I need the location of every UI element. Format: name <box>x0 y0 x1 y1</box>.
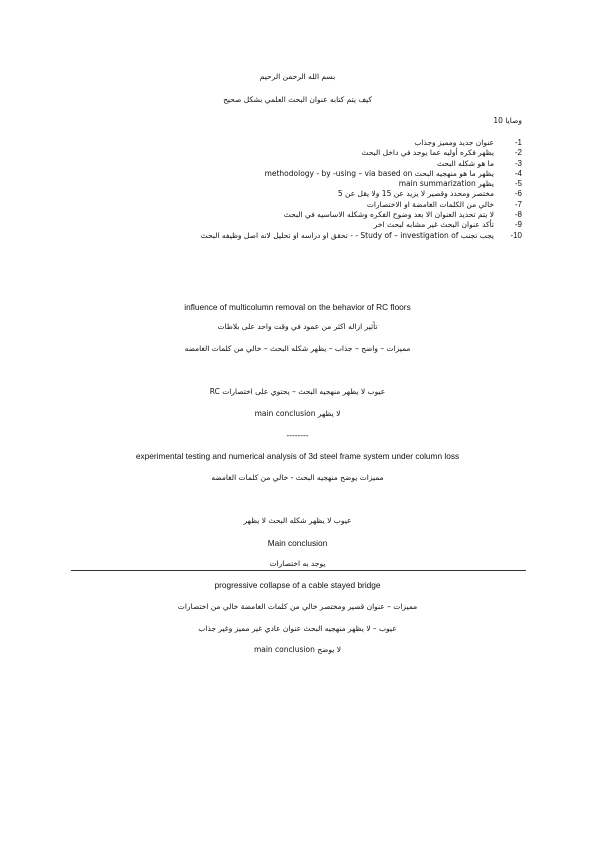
list-item-number: -5 <box>514 179 522 189</box>
list-item-text: يظهر main summarization <box>398 179 494 189</box>
example3-pros: مميزات – عنوان قصير ومختصر خالي من كلمات الغامضة خالي من اختصارات <box>177 602 418 611</box>
example2-pros: مميزات يوضح منهجيه البحث - خالي من كلمات الغامضه <box>211 473 384 482</box>
list-item <box>110 210 522 220</box>
list-item-text: مختصر ومحدد وقصير لا يزيد عن 15 ولا يقل عن 5 <box>337 189 494 199</box>
list-item-number: -2 <box>514 148 522 158</box>
example1-cons: عيوب لا يظهر منهجيه البحث – يحتوي على اختصارات RC <box>209 387 386 396</box>
list-item-number: -1 <box>514 138 522 147</box>
list-item-number: -9 <box>514 220 522 230</box>
list-item <box>110 231 522 241</box>
list-item-text: ما هو شكله البحث <box>436 158 494 168</box>
basmala: بسم الله الرحمن الرحيم <box>259 72 336 81</box>
example2-cons-abbreviations: يوجد به اختصارات <box>269 559 326 568</box>
list-item-number: -7 <box>514 199 522 209</box>
document-title: كيف يتم كتابه عنوان البحث العلمي بشكل صحيح <box>223 95 372 104</box>
example3-title: progressive collapse of a cable stayed bridge <box>214 580 381 590</box>
list-item-text: يجب تجنب Study of – investigation of - - تحقق او دراسه او تحليل لانه اصل وظيفه البحث <box>200 230 494 240</box>
example2-title: experimental testing and numerical analysis of 3d steel frame system under column loss <box>135 451 460 461</box>
list-item-number: -3 <box>514 158 522 168</box>
divider <box>71 570 526 571</box>
example3-cons: عيوب – لا يظهر منهجيه البحث عنوان عادي غير مميز وغير جذاب <box>198 624 397 633</box>
list-item <box>110 200 522 210</box>
list-item <box>110 148 522 158</box>
list-item-number: -4 <box>514 168 522 178</box>
tips-heading: وصايا 10 <box>493 116 522 125</box>
example2-cons-conclusion: Main conclusion <box>267 538 328 548</box>
list-item-number: -8 <box>514 210 522 220</box>
list-item <box>110 169 522 179</box>
list-item-number: -6 <box>514 189 522 199</box>
example1-translation: تأثير ازاله اكثر من عمود في وقت واحد على بلاطات <box>217 322 378 331</box>
example2-cons: عيوب لا يظهر شكله البحث لا يظهر <box>243 516 352 525</box>
tips-list <box>110 138 522 241</box>
list-item-text: خالي من الكلمات الغامضة او الاختصارات <box>366 199 494 209</box>
list-item-text: يظهر ما هو منهجيه البحث methodology - by -using – via based on <box>264 168 494 178</box>
separator: -------- <box>286 430 309 440</box>
example1-title: influence of multicolumn removal on the behavior of RC floors <box>184 302 411 312</box>
list-item-text: يظهر فكره أوليه عما يوجد في داخل البحث <box>361 148 494 158</box>
list-item <box>110 159 522 169</box>
example1-cons-conclusion: لا يظهر main conclusion <box>254 409 341 418</box>
list-item-text: عنوان جديد ومميز وجذاب <box>414 138 494 147</box>
list-item <box>110 179 522 189</box>
list-item-number: -10 <box>510 230 522 240</box>
list-item-text: لا يتم تحديد العنوان الا بعد وضوح الفكره وشكله الاساسيه في البحث <box>283 210 494 220</box>
list-item <box>110 220 522 230</box>
list-item-text: تأكد عنوان البحث غير مشابه لبحث اخر <box>373 220 494 230</box>
example1-pros: مميزات – واضح – جذاب – يظهر شكله البحث – خالي من كلمات الغامضه <box>184 344 411 353</box>
list-item <box>110 138 522 148</box>
list-item <box>110 189 522 199</box>
example3-cons-conclusion: لا يوضح main conclusion <box>253 645 342 654</box>
